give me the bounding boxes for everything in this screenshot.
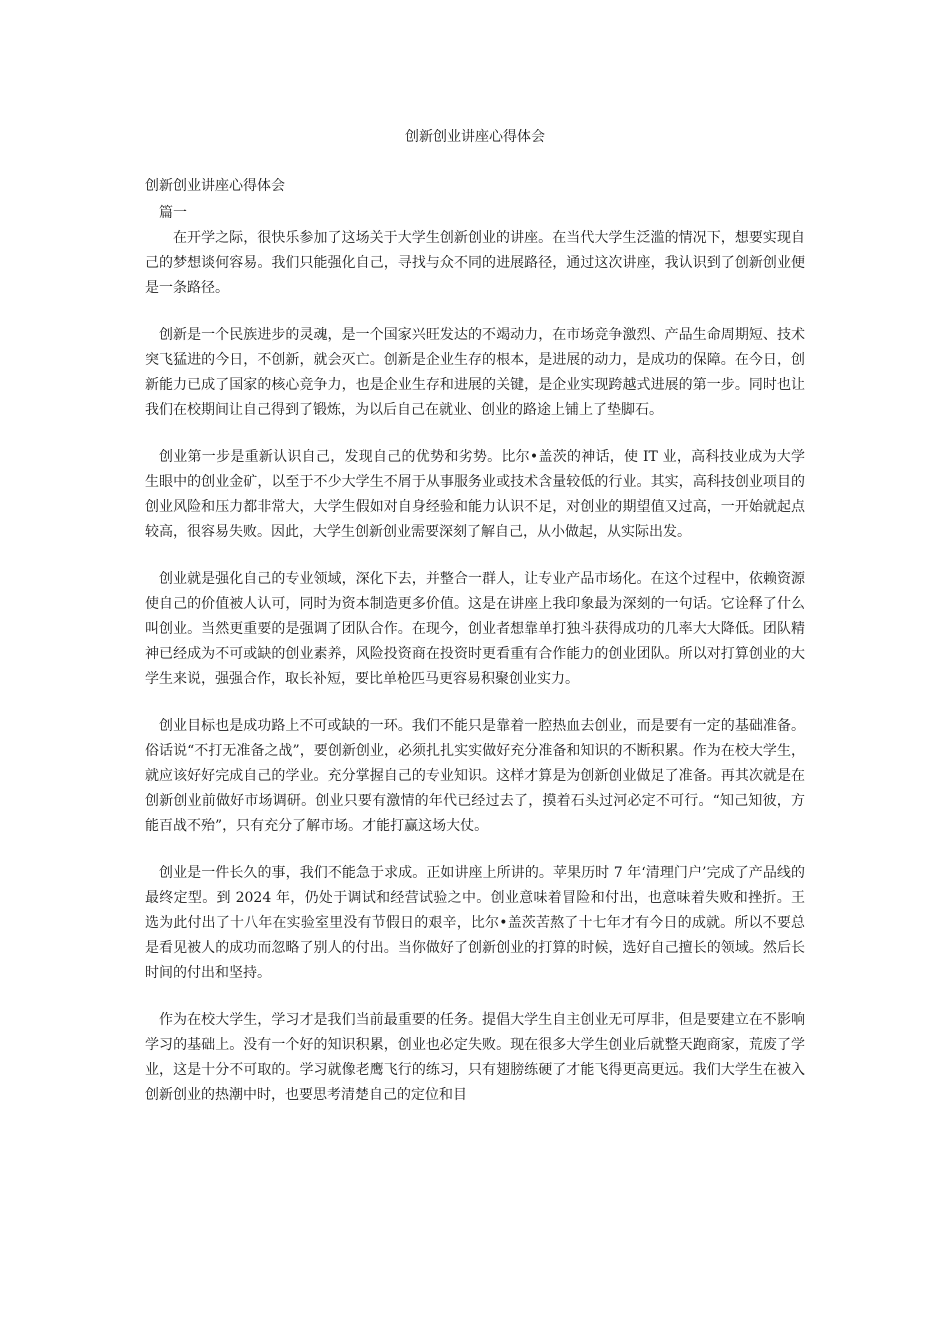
document-subtitle: 创新创业讲座心得体会 — [145, 178, 285, 194]
section-label: 篇一 — [159, 205, 187, 221]
document-body — [145, 226, 805, 1130]
paragraph: 作为在校大学生，学习才是我们当前最重要的任务。提倡大学生自主创业无可厚非，但是要建立在不影响学习的基础上。没有一个好的知识积累，创业也必定失败。现在很多大学生创业后就整天跑商家，荒废了学业，这是十分不可取的。学习就像老鹰飞行的练习，只有翅膀练硬了才能飞得更高更远。我们大学生在被入创新创业的热潮中时，也要思考清楚自己的定位和目 — [145, 1012, 805, 1103]
paragraph: 创业是一件长久的事，我们不能急于求成。正如讲座上所讲的。苹果历时 7 年‘清理门户’完成了产品线的最终定型。到 2024 年，仍处于调试和经营试验之中。创业意味着冒险和付出，也意味着失败和挫折。王选为此付出了十八年在实验室里没有节假日的艰辛，比尔•盖茨苦熬了十七年才有今日的成就。所以不要总是看见被人的成功而忽略了别人的付出。当你做好了创新创业的打算的时候，选好自己擅长的领域。然后长时间的付出和坚持。 — [145, 865, 805, 981]
paragraph: 创业就是强化自己的专业领域，深化下去，并整合一群人，让专业产品市场化。在这个过程中，依赖资源使自己的价值被人认可，同时为资本制造更多价值。这是在讲座上我印象最为深刻的一句话。它诠释了什么叫创业。当然更重要的是强调了团队合作。在现今，创业者想靠单打独斗获得成功的几率大大降低。团队精神已经成为不可或缺的创业素养，风险投资商在投资时更看重有合作能力的创业团队。所以对打算创业的大学生来说，强强合作，取长补短，要比单枪匹马更容易积聚创业实力。 — [145, 571, 805, 687]
paragraph: 创业第一步是重新认识自己，发现自己的优势和劣势。比尔•盖茨的神话，使 IT 业，高科技业成为大学生眼中的创业金矿，以至于不少大学生不屑于从事服务业或技术含量较低的行业。其实，高科技创业项目的创业风险和压力都非常大，大学生假如对自身经验和能力认识不足，对创业的期望值又过高，一开始就起点较高，很容易失败。因此，大学生创新创业需要深刻了解自己，从小做起，从实际出发。 — [145, 449, 805, 540]
paragraph: 创业目标也是成功路上不可或缺的一环。我们不能只是靠着一腔热血去创业，而是要有一定的基础准备。俗话说“不打无准备之战”，要创新创业，必须扎扎实实做好充分准备和知识的不断积累。作为在校大学生，就应该好好完成自己的学业。充分掌握自己的专业知识。这样才算是为创新创业做足了准备。再其次就是在创新创业前做好市场调研。创业只要有激情的年代已经过去了，摸着石头过河必定不可行。“知己知彼，方能百战不殆”，只有充分了解市场。才能打赢这场大仗。 — [145, 718, 805, 834]
document-title: 创新创业讲座心得体会 — [405, 129, 545, 145]
paragraph: 创新是一个民族进步的灵魂，是一个国家兴旺发达的不竭动力，在市场竞争激烈、产品生命周期短、技术突飞猛进的今日，不创新，就会灭亡。创新是企业生存的根本，是进展的动力，是成功的保障。在今日，创新能力已成了国家的核心竞争力，也是企业生存和进展的关键，是企业实现跨越式进展的第一步。同时也让我们在校期间让自己得到了锻炼，为以后自己在就业、创业的路途上铺上了垫脚石。 — [145, 327, 805, 418]
paragraph: 在开学之际，很快乐参加了这场关于大学生创新创业的讲座。在当代大学生泛滥的情况下，想要实现自己的梦想谈何容易。我们只能强化自己，寻找与众不同的进展路径，通过这次讲座，我认识到了创新创业便是一条路径。 — [145, 230, 805, 296]
